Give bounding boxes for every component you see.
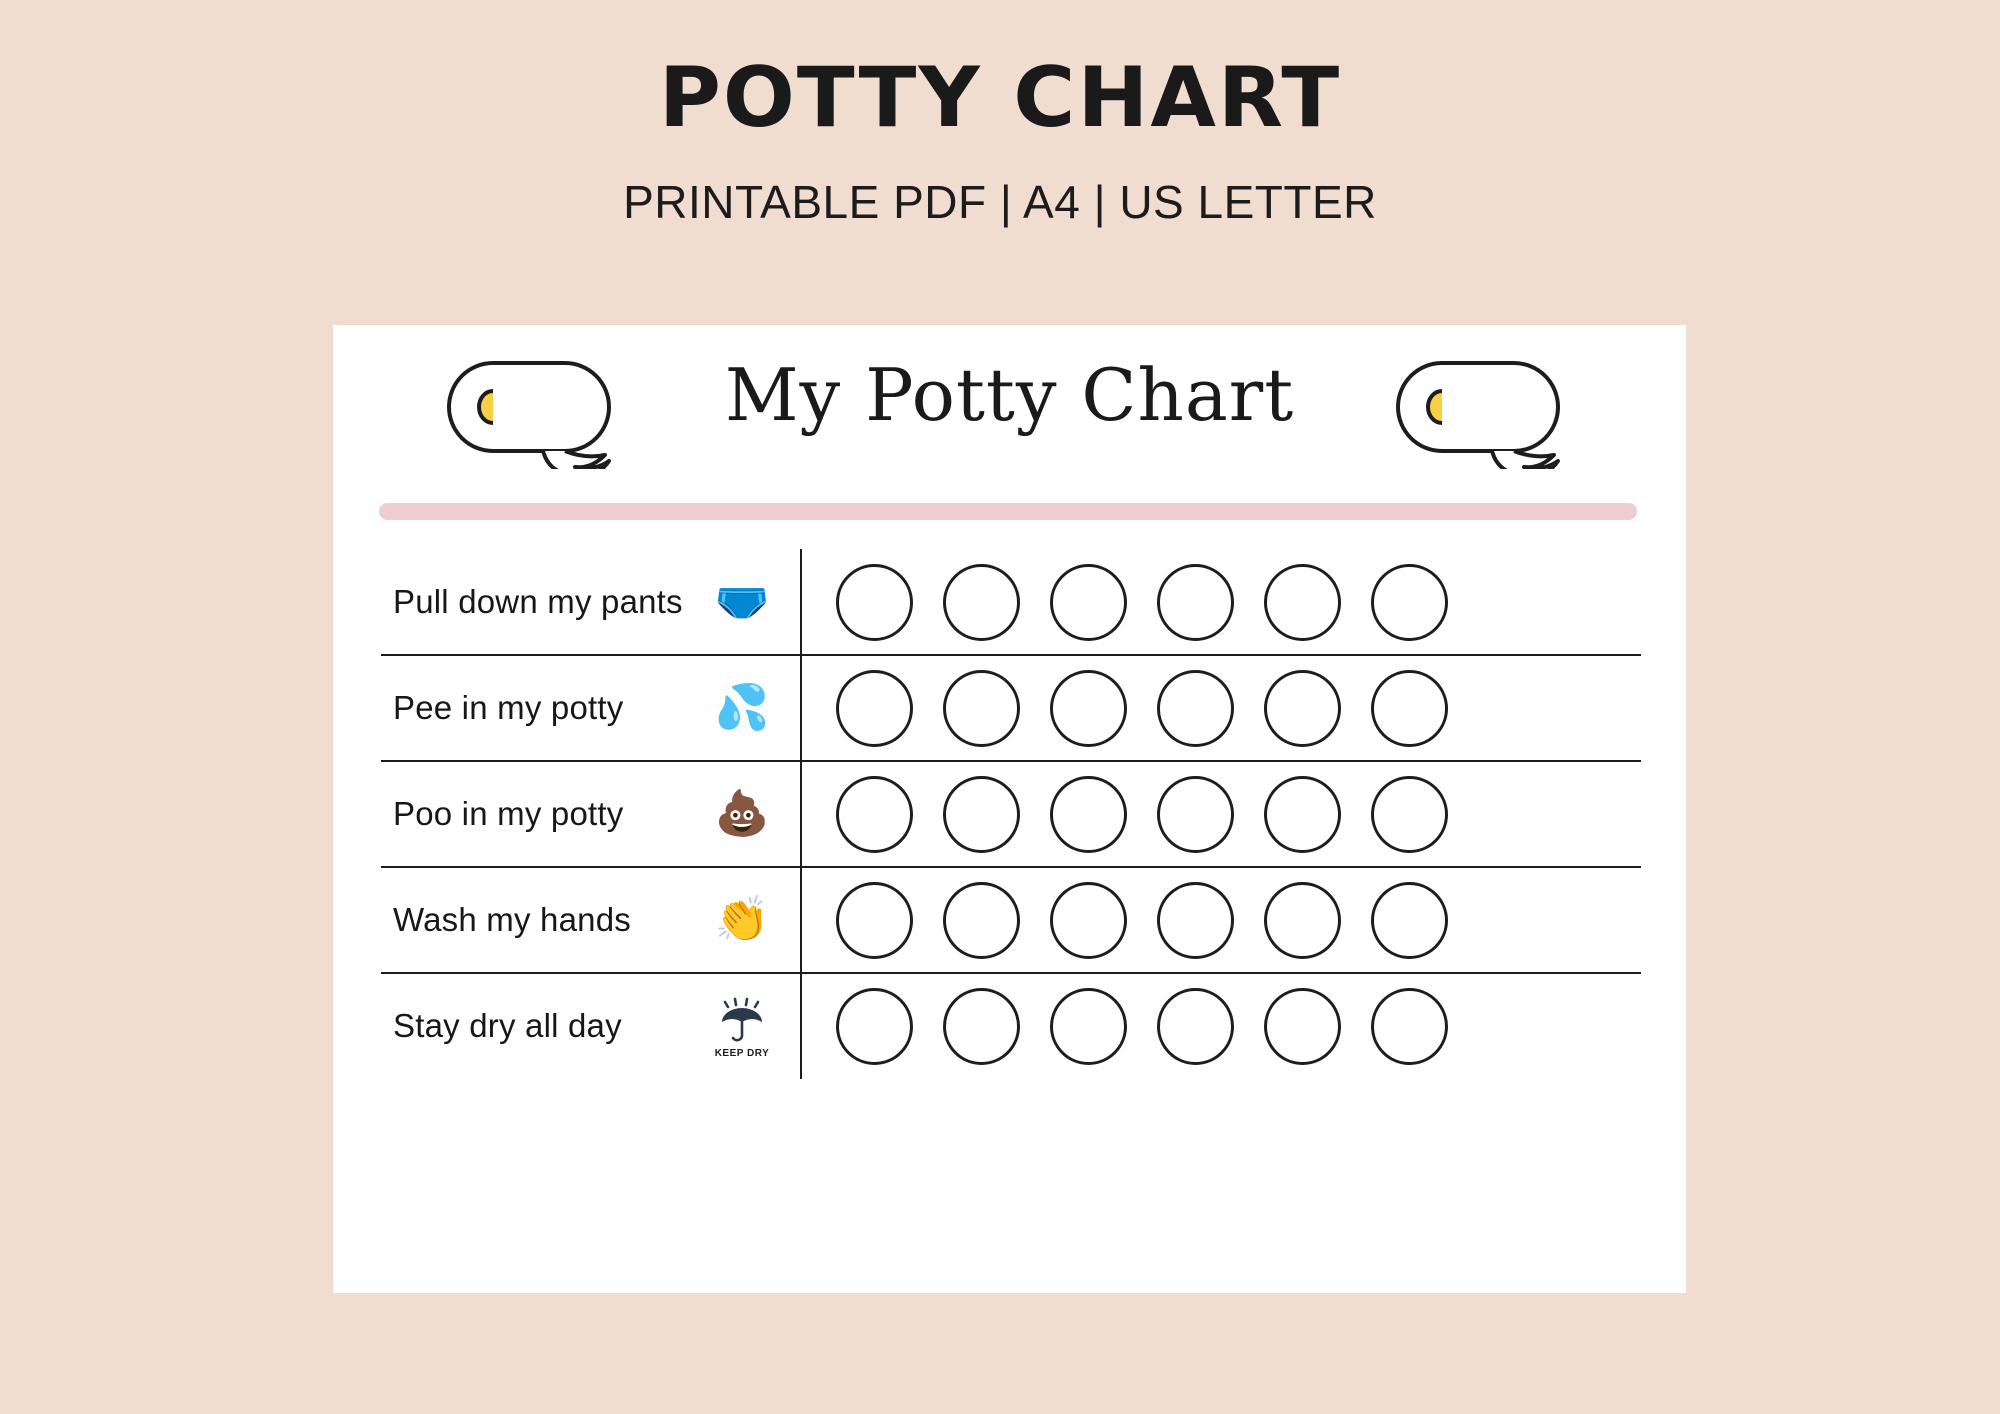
row-label: Poo in my potty — [393, 795, 624, 832]
column-separator — [800, 867, 802, 973]
row-label: Pee in my potty — [393, 689, 624, 726]
row-label: Pull down my pants — [393, 583, 683, 620]
column-separator — [800, 655, 802, 761]
sticker-slot[interactable] — [1157, 564, 1234, 641]
sticker-slot[interactable] — [1264, 670, 1341, 747]
keep-dry-caption: KEEP DRY — [714, 1047, 770, 1059]
sticker-slot[interactable] — [1371, 988, 1448, 1065]
sticker-slot[interactable] — [1371, 776, 1448, 853]
chart-sheet — [333, 325, 1686, 1293]
table-row — [381, 868, 1641, 974]
sticker-slot[interactable] — [943, 882, 1020, 959]
sheet-header — [333, 325, 1686, 510]
sticker-slot[interactable] — [1264, 988, 1341, 1065]
sticker-slot[interactable] — [1371, 670, 1448, 747]
row-icon-glyph: 🩲 — [714, 577, 770, 626]
sticker-slot[interactable] — [1264, 564, 1341, 641]
sticker-slot[interactable] — [943, 776, 1020, 853]
sticker-slot[interactable] — [1050, 670, 1127, 747]
column-separator — [800, 549, 802, 655]
header-divider — [379, 503, 1637, 520]
sticker-slot[interactable] — [943, 564, 1020, 641]
sticker-slot[interactable] — [1371, 564, 1448, 641]
table-row — [381, 974, 1641, 1078]
poop-icon — [696, 789, 788, 838]
sticker-slot[interactable] — [1157, 988, 1234, 1065]
sticker-slot[interactable] — [836, 776, 913, 853]
row-icon-glyph: 👏 — [714, 895, 770, 944]
column-separator — [800, 761, 802, 867]
promo-title: POTTY CHART — [658, 49, 1342, 146]
row-label: Wash my hands — [393, 901, 631, 938]
sticker-slot[interactable] — [1050, 882, 1127, 959]
sticker-slot[interactable] — [943, 670, 1020, 747]
sticker-slot[interactable] — [1157, 670, 1234, 747]
sticker-slots — [836, 564, 1448, 641]
chart-table — [381, 550, 1641, 1078]
sticker-slots — [836, 670, 1448, 747]
promo-subtitle: PRINTABLE PDF | A4 | US LETTER — [623, 176, 1377, 228]
table-row — [381, 550, 1641, 656]
sticker-slots — [836, 776, 1448, 853]
underwear-icon — [696, 577, 788, 626]
sticker-slot[interactable] — [836, 988, 913, 1065]
table-row — [381, 762, 1641, 868]
sticker-slot[interactable] — [1371, 882, 1448, 959]
sticker-slots — [836, 988, 1448, 1065]
toilet-paper-roll-icon — [1394, 359, 1594, 474]
sticker-slots — [836, 882, 1448, 959]
sticker-slot[interactable] — [836, 670, 913, 747]
sticker-slot[interactable] — [1157, 776, 1234, 853]
water-drops-icon — [696, 683, 788, 732]
sticker-slot[interactable] — [1264, 776, 1341, 853]
sticker-slot[interactable] — [1050, 988, 1127, 1065]
promo-header — [0, 0, 2000, 229]
sticker-slot[interactable] — [1050, 564, 1127, 641]
sticker-slot[interactable] — [1157, 882, 1234, 959]
sticker-slot[interactable] — [836, 882, 913, 959]
sheet-title: My Potty Chart — [724, 353, 1295, 437]
washing-hands-icon — [696, 895, 788, 944]
sticker-slot[interactable] — [1050, 776, 1127, 853]
sticker-slot[interactable] — [836, 564, 913, 641]
table-row — [381, 656, 1641, 762]
column-separator — [800, 973, 802, 1079]
row-icon-glyph: 💦 — [714, 683, 770, 732]
row-icon-glyph: 💩 — [714, 789, 770, 838]
umbrella-icon — [716, 994, 768, 1046]
umbrella-keep-dry-icon — [696, 994, 788, 1059]
sticker-slot[interactable] — [1264, 882, 1341, 959]
sticker-slot[interactable] — [943, 988, 1020, 1065]
row-label: Stay dry all day — [393, 1007, 622, 1044]
